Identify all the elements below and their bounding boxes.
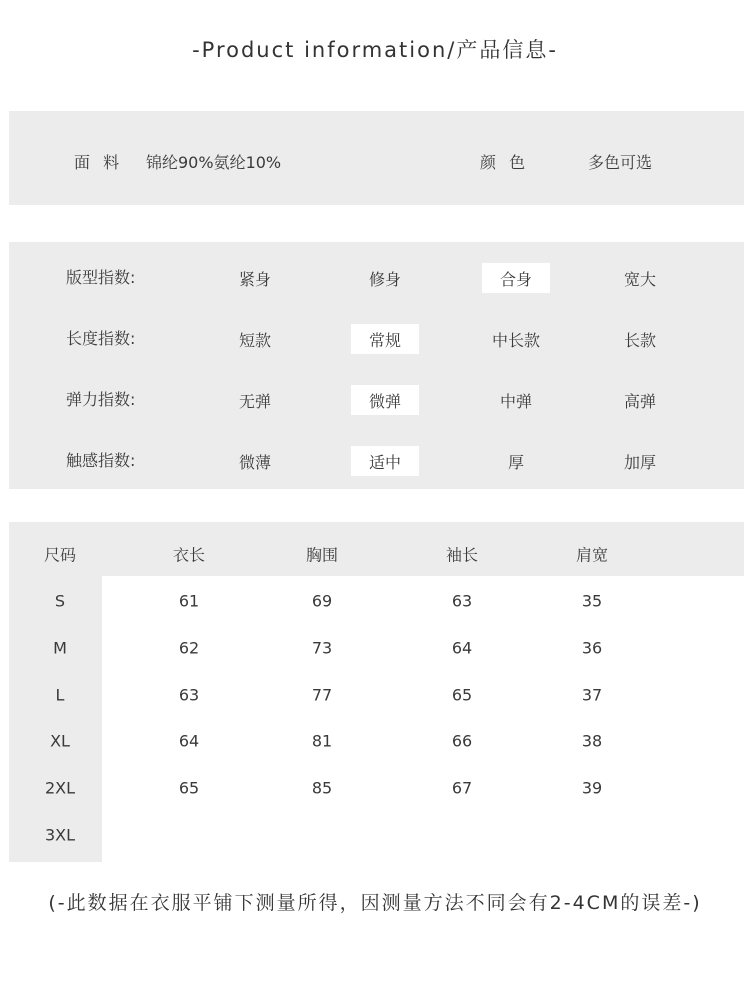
size-table-header-cell: 衣长 (172, 545, 206, 565)
size-table-cell: 81 (311, 731, 333, 751)
size-table-cell: 67 (451, 778, 473, 798)
size-table-cell: 73 (311, 638, 333, 658)
fabric-label: 面 料 (74, 153, 121, 172)
size-table-header-cell: 胸围 (305, 545, 339, 565)
size-table-cell: 63 (178, 685, 200, 705)
size-table-header (9, 522, 744, 576)
size-label: S (54, 591, 66, 611)
size-table-cell: 85 (311, 778, 333, 798)
size-table-cell: 62 (178, 638, 200, 658)
size-table-cell: 65 (178, 778, 200, 798)
color-value: 多色可选 (588, 153, 653, 172)
size-label: L (55, 685, 65, 705)
size-table-cell: 64 (178, 731, 200, 751)
size-table-cell: 66 (451, 731, 473, 751)
measurement-note: (-此数据在衣服平铺下测量所得，因测量方法不同会有2-4CM的误差-) (48, 892, 702, 914)
index-option-selected: 微弹 (351, 385, 419, 415)
index-label: 弹力指数: (66, 390, 136, 409)
size-table-cell: 61 (178, 591, 200, 611)
index-label: 版型指数: (66, 268, 136, 287)
size-table-cell: 69 (311, 591, 333, 611)
size-table-cell: 63 (451, 591, 473, 611)
size-label: M (53, 638, 67, 658)
fabric-value: 锦纶90%氨纶10% (146, 153, 282, 172)
size-label: 3XL (44, 825, 76, 845)
index-option: 宽大 (623, 269, 656, 289)
index-option-selected: 适中 (351, 446, 419, 476)
size-table-cell: 35 (581, 591, 603, 611)
size-table-header-cell: 肩宽 (575, 545, 609, 565)
index-option: 无弹 (238, 391, 271, 411)
index-option-selected: 合身 (482, 263, 550, 293)
size-table-cell: 38 (581, 731, 603, 751)
size-table-cell: 36 (581, 638, 603, 658)
index-option: 高弹 (623, 391, 656, 411)
index-label: 触感指数: (66, 451, 136, 470)
size-table-cell: 39 (581, 778, 603, 798)
size-table-cell: 64 (451, 638, 473, 658)
index-option: 厚 (507, 452, 524, 472)
page-title: -Product information/产品信息- (192, 38, 558, 62)
index-option-selected: 常规 (351, 324, 419, 354)
index-option: 微薄 (238, 452, 271, 472)
index-option: 修身 (368, 269, 401, 289)
index-option: 加厚 (623, 452, 656, 472)
size-table-cell: 77 (311, 685, 333, 705)
size-label: 2XL (44, 778, 76, 798)
color-label: 颜 色 (480, 153, 527, 172)
index-option: 长款 (623, 330, 656, 350)
index-option: 中弹 (499, 391, 532, 411)
size-label: XL (50, 731, 70, 751)
size-table-column (9, 576, 102, 862)
size-table-cell: 65 (451, 685, 473, 705)
size-table-cell: 37 (581, 685, 603, 705)
index-option: 紧身 (238, 269, 271, 289)
size-table-header-cell: 袖长 (445, 545, 479, 565)
index-label: 长度指数: (66, 329, 136, 348)
index-option: 中长款 (491, 330, 540, 350)
size-table-header-cell: 尺码 (43, 545, 77, 565)
index-option: 短款 (238, 330, 271, 350)
